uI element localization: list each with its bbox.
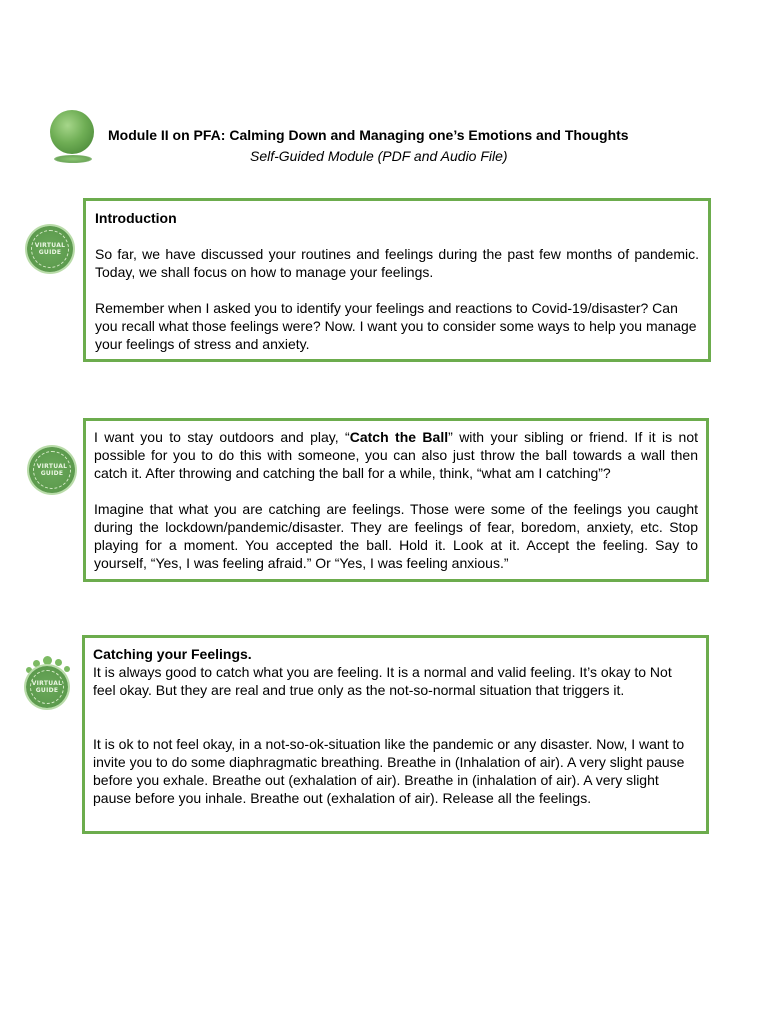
page-subtitle: Self-Guided Module (PDF and Audio File) bbox=[250, 148, 508, 164]
page-title bbox=[108, 127, 629, 143]
decor-dot bbox=[55, 659, 62, 666]
guide-label: VIRTUAL GUIDE bbox=[31, 680, 63, 694]
decor-dot bbox=[33, 660, 40, 667]
module-ball-icon bbox=[50, 110, 94, 154]
introduction-box bbox=[83, 198, 711, 362]
catch-the-ball-paragraph-2: Imagine that what you are catching are feelings. Those were some of the feelings you caught during the lockdown/pandemic/disaster. They are feelings of fear, boredom, anxiety, etc. Stop playing for a moment. You accepted the ball. Hold it. Look at it. Accept the feeling. Say to yourself, “Yes, I was feeling afraid.” Or “Yes, I was feeling anxious.” bbox=[94, 501, 698, 571]
catch-the-ball-box bbox=[83, 418, 709, 582]
title-bold: Module II on PFA bbox=[108, 127, 221, 143]
catching-feelings-box bbox=[82, 635, 709, 834]
virtual-guide-icon bbox=[29, 447, 75, 493]
introduction-paragraph-2: Remember when I asked you to identify your feelings and reactions to Covid-19/disaster? Can you recall what those feelings were? Now. I want you to consider some ways to help you manage your feelings of stress and anxiety. bbox=[95, 300, 697, 352]
module-ball-shadow bbox=[54, 155, 92, 163]
guide-label: VIRTUAL GUIDE bbox=[36, 463, 68, 477]
catch-the-ball-paragraph-1: I want you to stay outdoors and play, “Catch the Ball” with your sibling or friend. If it is not possible for you to do this with someone, you can also just throw the ball towards a wall then catch it. After throwing and catching the ball for a while, think, “what am I catching”? bbox=[94, 429, 699, 481]
introduction-heading: Introduction bbox=[95, 210, 177, 226]
catching-feelings-heading: Catching your Feelings. bbox=[93, 646, 252, 662]
catching-feelings-paragraph-2: It is ok to not feel okay, in a not-so-ok-situation like the pandemic or any disaster. Now, I want to invite you to do some diaphragmatic breathing. Breathe in (Inhalation of air). A very slight pause before you exhale. Breathe out (exhalation of air). Breathe in (inhalation of air). A very slight pause before you inhale. Breathe out (exhalation of air). Release all the feelings. bbox=[93, 736, 685, 806]
introduction-paragraph-1: So far, we have discussed your routines and feelings during the past few months of pandemic. Today, we shall focus on how to manage your feelings. bbox=[95, 246, 699, 280]
virtual-guide-icon bbox=[27, 226, 73, 272]
decor-dot bbox=[43, 656, 52, 665]
catching-feelings-paragraph-1: It is always good to catch what you are feeling. It is a normal and valid feeling. It’s okay to Not feel okay. But they are real and true only as the not-so-normal situation that triggers it. bbox=[93, 664, 672, 698]
decor-dot bbox=[64, 666, 70, 672]
title-rest: : Calming Down and Managing one’s Emotions and Thoughts bbox=[220, 127, 629, 143]
virtual-guide-icon bbox=[26, 666, 68, 708]
guide-label: VIRTUAL GUIDE bbox=[34, 242, 66, 256]
